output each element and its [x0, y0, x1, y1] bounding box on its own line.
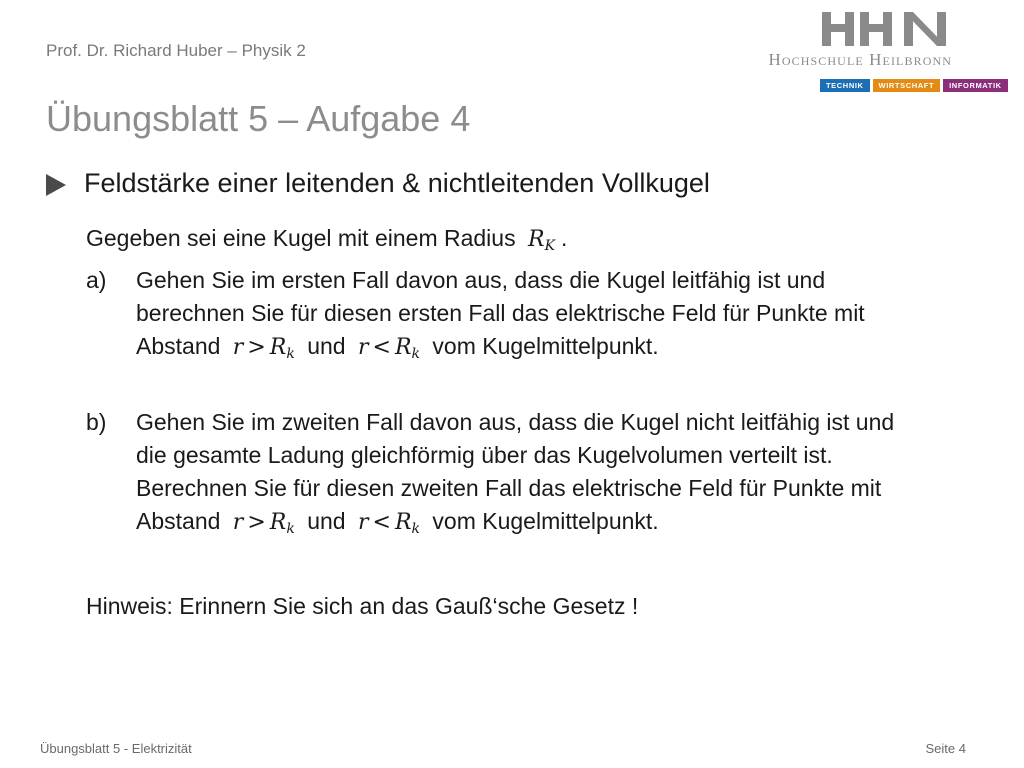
hint-text: Hinweis: Erinnern Sie sich an das Gauß‘sche Gesetz ! [86, 593, 639, 619]
intro-end: . [561, 225, 568, 251]
logo-name: Hochschule Heilbronn [768, 50, 952, 69]
hhn-logo [756, 10, 1002, 96]
math-r-lt-rk: $r < R_k$ [357, 335, 421, 362]
task-content-b: Gehen Sie im zweiten Fall davon aus, dass die Kugel nicht leitfähig ist und die gesamte Ladung gleichförmig über das Kugelvolumen verteilt ist. Berechnen Sie für diesen zweiten Fall das elektrische Feld für Punkte mit Abstand $r > R_k$ und $r < R_k$ vom Kugelmittelpunkt. [136, 409, 895, 537]
task-item-a [86, 264, 966, 371]
page-title: Übungsblatt 5 – Aufgabe 4 [46, 98, 471, 139]
bullet-heading [46, 168, 710, 199]
logo-tag-technik: TECHNIK [820, 79, 870, 92]
hhn-logo-mark [756, 10, 952, 50]
logo-tag-informatik: INFORMATIK [943, 79, 1008, 92]
footer-title: Übungsblatt 5 - Elektrizität [40, 741, 192, 756]
task-item-b [86, 406, 966, 546]
heading-text: Feldstärke einer leitenden & nichtleitenden Vollkugel [84, 168, 710, 198]
footer-page-number: Seite 4 [925, 741, 966, 756]
math-r-gt-rk: $r > R_k$ [232, 510, 295, 537]
logo-tag-wirtschaft: WIRTSCHAFT [873, 79, 941, 92]
triangle-bullet-icon [46, 174, 66, 196]
math-r-gt-rk: $r > R_k$ [232, 335, 295, 362]
task-label-a: a) [86, 267, 107, 293]
header-author-line: Prof. Dr. Richard Huber – Physik 2 [46, 41, 306, 60]
intro-text: Gegeben sei eine Kugel mit einem Radius [86, 225, 516, 251]
task-label-b: b) [86, 409, 107, 435]
math-radius: $R_K$ [527, 227, 556, 254]
logo-tags [820, 79, 1008, 92]
task-content-a: Gehen Sie im ersten Fall davon aus, dass die Kugel leitfähig ist und berechnen Sie für diesen ersten Fall das elektrische Feld für Punkte mit Abstand $r > R_k$ und $r < R_k$ vom Kugelmittelpunkt. [136, 267, 865, 362]
intro-paragraph [86, 222, 966, 263]
math-r-lt-rk: $r < R_k$ [357, 510, 421, 537]
